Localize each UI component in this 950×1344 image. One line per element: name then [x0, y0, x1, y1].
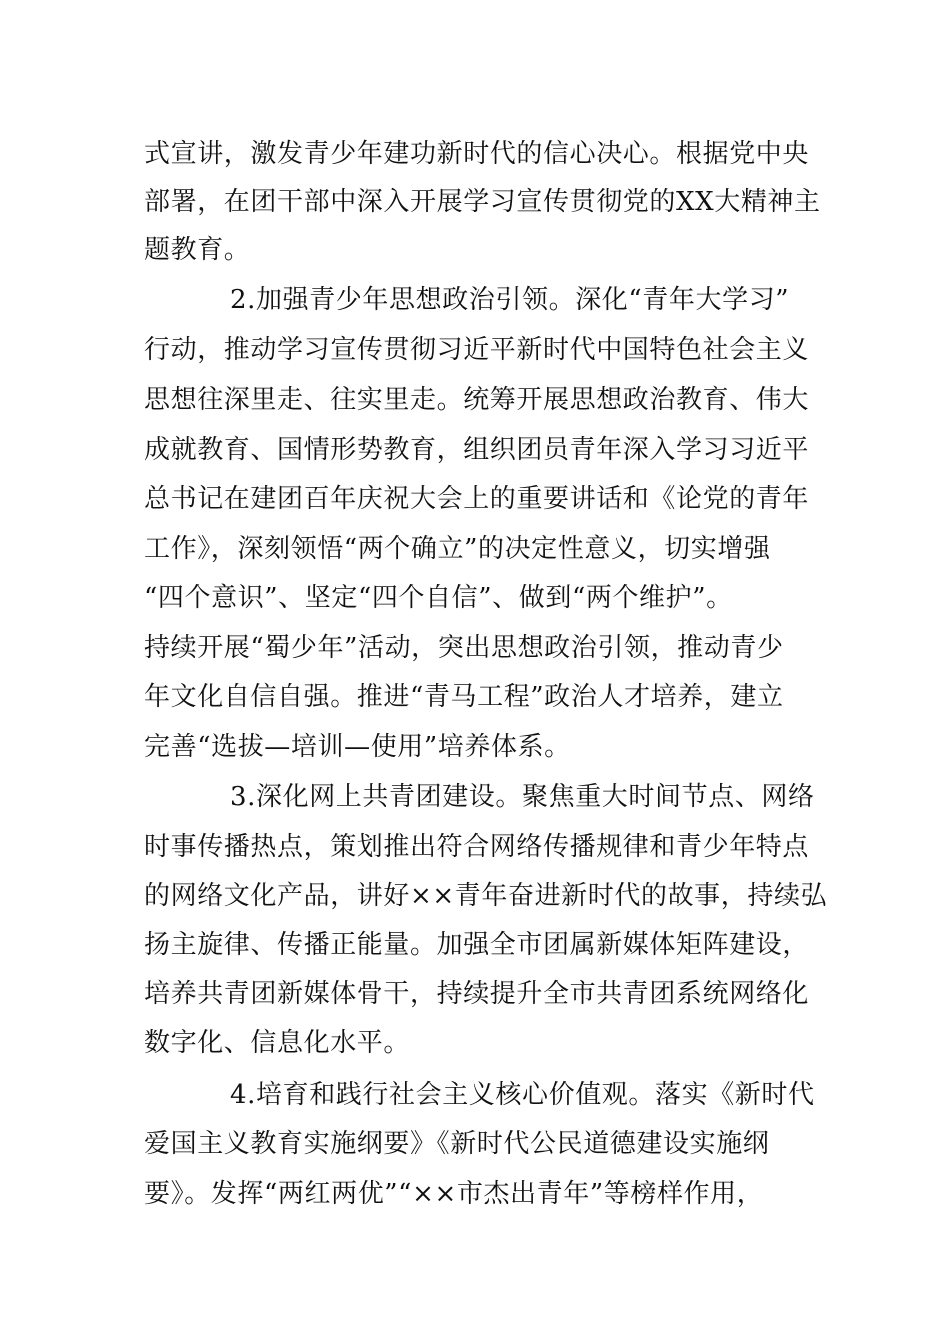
- text-line: 数字化、信息化水平。: [144, 1028, 411, 1058]
- text-line: “四个意识”、坚定“四个自信”、做到“两个维护”。: [144, 583, 733, 613]
- text-line: 行动，推动学习宣传贯彻习近平新时代中国特色社会主义: [144, 335, 810, 365]
- text-line: 时事传播热点，策划推出符合网络传播规律和青少年特点: [144, 832, 810, 862]
- text-line: 要》。发挥“两红两优”“××市杰出青年”等榜样作用，: [144, 1179, 764, 1209]
- text-line: 的网络文化产品，讲好××青年奋进新时代的故事，持续弘: [144, 881, 828, 911]
- section-heading-3: 3.深化网上共青团建设。聚焦重大时间节点、网络: [230, 782, 815, 812]
- text-line: 持续开展“蜀少年”活动，突出思想政治引领，推动青少: [144, 633, 784, 663]
- text-line: 完善“选拔—培训—使用”培养体系。: [144, 732, 571, 762]
- text-line: 爱国主义教育实施纲要》《新时代公民道德建设实施纲: [144, 1129, 770, 1159]
- text-line: 年文化自信自强。推进“青马工程”政治人才培养，建立: [144, 682, 784, 712]
- text-line: 思想往深里走、往实里走。统筹开展思想政治教育、伟大: [144, 385, 810, 415]
- text-line: 培养共青团新媒体骨干，持续提升全市共青团系统网络化: [144, 979, 810, 1009]
- text-line: 工作》，深刻领悟“两个确立”的决定性意义，切实增强: [144, 534, 771, 564]
- text-line: 总书记在建团百年庆祝大会上的重要讲话和《论党的青年: [144, 484, 810, 514]
- text-line: 式宣讲，激发青少年建功新时代的信心决心。根据党中央: [144, 139, 810, 169]
- section-heading-4: 4.培育和践行社会主义核心价值观。落实《新时代: [230, 1080, 815, 1110]
- text-line: 成就教育、国情形势教育，组织团员青年深入学习习近平: [144, 435, 810, 465]
- section-heading-2: 2.加强青少年思想政治引领。深化“青年大学习”: [230, 285, 790, 315]
- text-line: 题教育。: [144, 235, 251, 265]
- text-line: 扬主旋律、传播正能量。加强全市团属新媒体矩阵建设，: [144, 930, 810, 960]
- text-line: 部署，在团干部中深入开展学习宣传贯彻党的XX大精神主: [144, 187, 821, 217]
